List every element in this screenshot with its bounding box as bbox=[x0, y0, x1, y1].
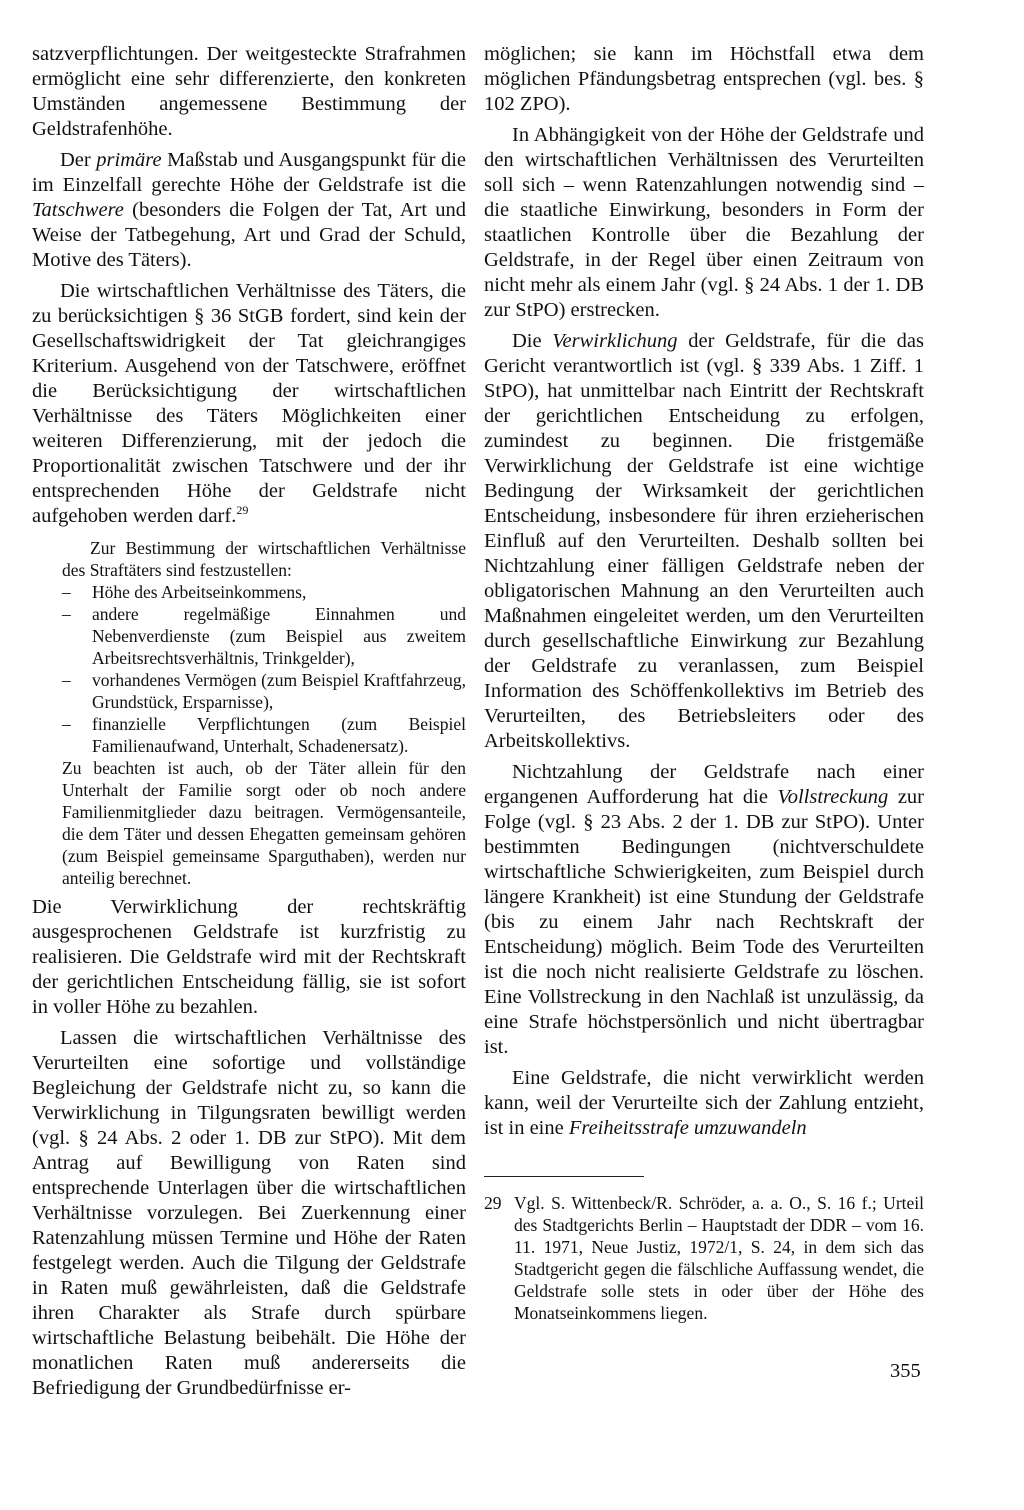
text-run: Die wirtschaftlichen Verhältnisse des Täters, die zu berücksichtigen § 36 StGB fordert, sind kein der Gesellschaftswidrigkeit der Tat gleichrangiges Kriterium. Ausgehend von der Tatschwere, eröffnet die Berücksichtigung der wirtschaftlichen Verhältnisse des Täters Möglichkeiten einer weiteren Differenzierung, mit der jedoch die Proportionalität zwischen Tatschwere und der ihr entsprechenden Höhe der Geldstrafe nicht aufgehoben werden darf. bbox=[32, 280, 466, 527]
paragraph bbox=[484, 760, 924, 1060]
emphasis: Tatschwere bbox=[32, 199, 124, 221]
list-item: – Höhe des Arbeitseinkommens, bbox=[62, 581, 466, 603]
text-run: Der bbox=[60, 149, 97, 171]
small-outro: Zu beachten ist auch, ob der Täter allein für den Unterhalt der Familie sorgt oder ob noch andere Familienmitglieder dazu beitragen. Vermögensanteile, die dem Täter und dessen Ehegatten gemeinsam gehören (zum Beispiel gemeinsame Sparguthaben), werden nur anteilig berechnet. bbox=[62, 758, 466, 888]
list-item: – vorhandenes Vermögen (zum Beispiel Kraftfahrzeug, Grundstück, Ersparnisse), bbox=[62, 669, 466, 713]
list-item: – andere regelmäßige Einnahmen und Nebenverdienste (zum Beispiel aus zweitem Arbeitsrechtsverhältnis, Trinkgelder), bbox=[62, 603, 466, 669]
paragraph bbox=[484, 1066, 924, 1141]
paragraph: möglichen; sie kann im Höchstfall etwa dem möglichen Pfändungsbetrag entsprechen (vgl. bes. § 102 ZPO). bbox=[484, 43, 924, 115]
paragraph bbox=[32, 279, 466, 529]
text-run: (besonders die Folgen der Tat, Art und Weise der Tatbegehung, Art und Grad der Schuld, Motive des Täters). bbox=[32, 199, 466, 271]
footnote-text: Vgl. S. Wittenbeck/R. Schröder, a. a. O., S. 16 f.; Urteil des Stadtgerichts Berlin – Hauptstadt der DDR – vom 16. 11. 1971, Neue Justiz, 1972/1, S. 24, in dem sich das Stadtgericht gegen die fälschliche Auffassung wendet, die Geldstrafe solle stets in oder über der Höhe des Monatseinkommens liegen. bbox=[514, 1193, 924, 1323]
page-number: 355 bbox=[890, 1360, 921, 1382]
enumeration-list bbox=[62, 581, 466, 757]
text-run: der Geldstrafe, für die das Gericht verantwortlich ist (vgl. § 339 Abs. 1 Ziff. 1 StPO), hat unmittelbar nach Eintritt der Rechtskraft der gerichtlichen Entscheidung zu erfolgen, zumindest zu beginnen. Die fristgemäße Verwirklichung der Geldstrafe ist eine wichtige Bedingung der Wirksamkeit der gerichtlichen Entscheidung, insbesondere für ihren erzieherischen Einfluß auf den Verurteilten. Deshalb sollten bei Nichtzahlung einer fälligen Geldstrafe neben der obligatorischen Mahnung an den Verurteilten auch Maßnahmen eingeleitet werden, um den Verurteilten durch gesellschaftliche Einwirkung zur Bezahlung der Geldstrafe zu veranlassen, zum Beispiel Information des Schöffenkollektivs im Betrieb des Verurteilten, des Betriebsleiters oder des Arbeitskollektivs. bbox=[484, 330, 924, 752]
emphasis: primäre bbox=[96, 149, 162, 171]
small-print-block bbox=[62, 537, 466, 889]
text-run: Maßstab und Ausgangspunkt für die im Einzelfall gerechte Höhe der Geldstrafe ist die bbox=[32, 149, 466, 196]
text-run: Eine Geldstrafe, die nicht verwirklicht werden kann, weil der Verurteilte sich der Zahlung entzieht, ist in eine bbox=[484, 1067, 924, 1139]
emphasis: Freiheitsstrafe umzuwandeln bbox=[568, 1117, 807, 1139]
text-run: zur Folge (vgl. § 23 Abs. 2 der 1. DB zur StPO). Unter bestimmten Bedingungen (nichtverschuldete wirtschaftliche Schwierigkeiten, zum Beispiel durch längere Krankheit) ist eine Stundung der Geldstrafe (bis zu einem Jahr nach Rechtskraft der Entscheidung) möglich. Beim Tode des Verurteilten ist die noch nicht realisierte Geldstrafe zu löschen. Eine Vollstreckung in den Nachlaß ist unzulässig, da eine Strafe höchstpersönlich und nicht übertragbar ist. bbox=[484, 786, 924, 1058]
list-item: – finanzielle Verpflichtungen (zum Beispiel Familienaufwand, Unterhalt, Schadenersatz). bbox=[62, 713, 466, 757]
right-column bbox=[484, 42, 924, 1141]
footnote-number: 29 bbox=[484, 1193, 502, 1213]
paragraph bbox=[32, 148, 466, 273]
paragraph bbox=[484, 329, 924, 754]
small-intro: Zur Bestimmung der wirtschaftlichen Verhältnisse des Straftäters sind festzustellen: bbox=[62, 538, 466, 580]
paragraph: Lassen die wirtschaftlichen Verhältnisse des Verurteilten eine sofortige und vollständige Begleichung der Geldstrafe nicht zu, so kann die Verwirklichung in Tilgungsraten bewilligt werden (vgl. § 24 Abs. 2 oder 1. DB zur StPO). Mit dem Antrag auf Bewilligung von Raten sind entsprechende Unterlagen über die wirtschaftlichen Verhältnisse vorzulegen. Bei Zuerkennung einer Ratenzahlung müssen Termine und Höhe der Raten festgelegt werden. Auch die Tilgung der Geldstrafe in Raten muß gewährleisten, daß die Geldstrafe ihren Charakter als Strafe durch spürbare wirtschaftliche Belastung beibehält. Die Höhe der monatlichen Raten muß andererseits die Befriedigung der Grundbedürfnisse er- bbox=[32, 1027, 466, 1399]
emphasis: Vollstreckung bbox=[777, 786, 889, 808]
text-run: Nichtzahlung der Geldstrafe nach einer ergangenen Aufforderung hat die bbox=[484, 761, 924, 808]
footnote-divider bbox=[484, 1176, 644, 1177]
left-column bbox=[32, 42, 466, 1401]
paragraph: In Abhängigkeit von der Höhe der Geldstrafe und den wirtschaftlichen Verhältnissen des Verurteilten soll sich – wenn Ratenzahlungen notwendig sind – die staatliche Einwirkung, besonders in Form der staatlichen Kontrolle über die Bezahlung der Geldstrafe, in der Regel über einen Zeitraum von nicht mehr als einem Jahr (vgl. § 24 Abs. 1 der 1. DB zur StPO) erstrecken. bbox=[484, 124, 924, 321]
text-run: Die bbox=[512, 330, 553, 352]
footnote-reference: 29 bbox=[236, 503, 249, 517]
emphasis: Verwirklichung bbox=[552, 330, 678, 352]
paragraph: satzverpflichtungen. Der weitgesteckte Strafrahmen ermöglicht eine sehr differenzierte, den konkreten Umständen angemessene Bestimmung der Geldstrafenhöhe. bbox=[32, 43, 466, 140]
paragraph: Die Verwirklichung der rechtskräftig ausgesprochenen Geldstrafe ist kurzfristig zu realisieren. Die Geldstrafe wird mit der Rechtskraft der gerichtlichen Entscheidung fällig, sie ist sofort in voller Höhe zu bezahlen. bbox=[32, 896, 466, 1018]
footnote bbox=[484, 1192, 924, 1324]
